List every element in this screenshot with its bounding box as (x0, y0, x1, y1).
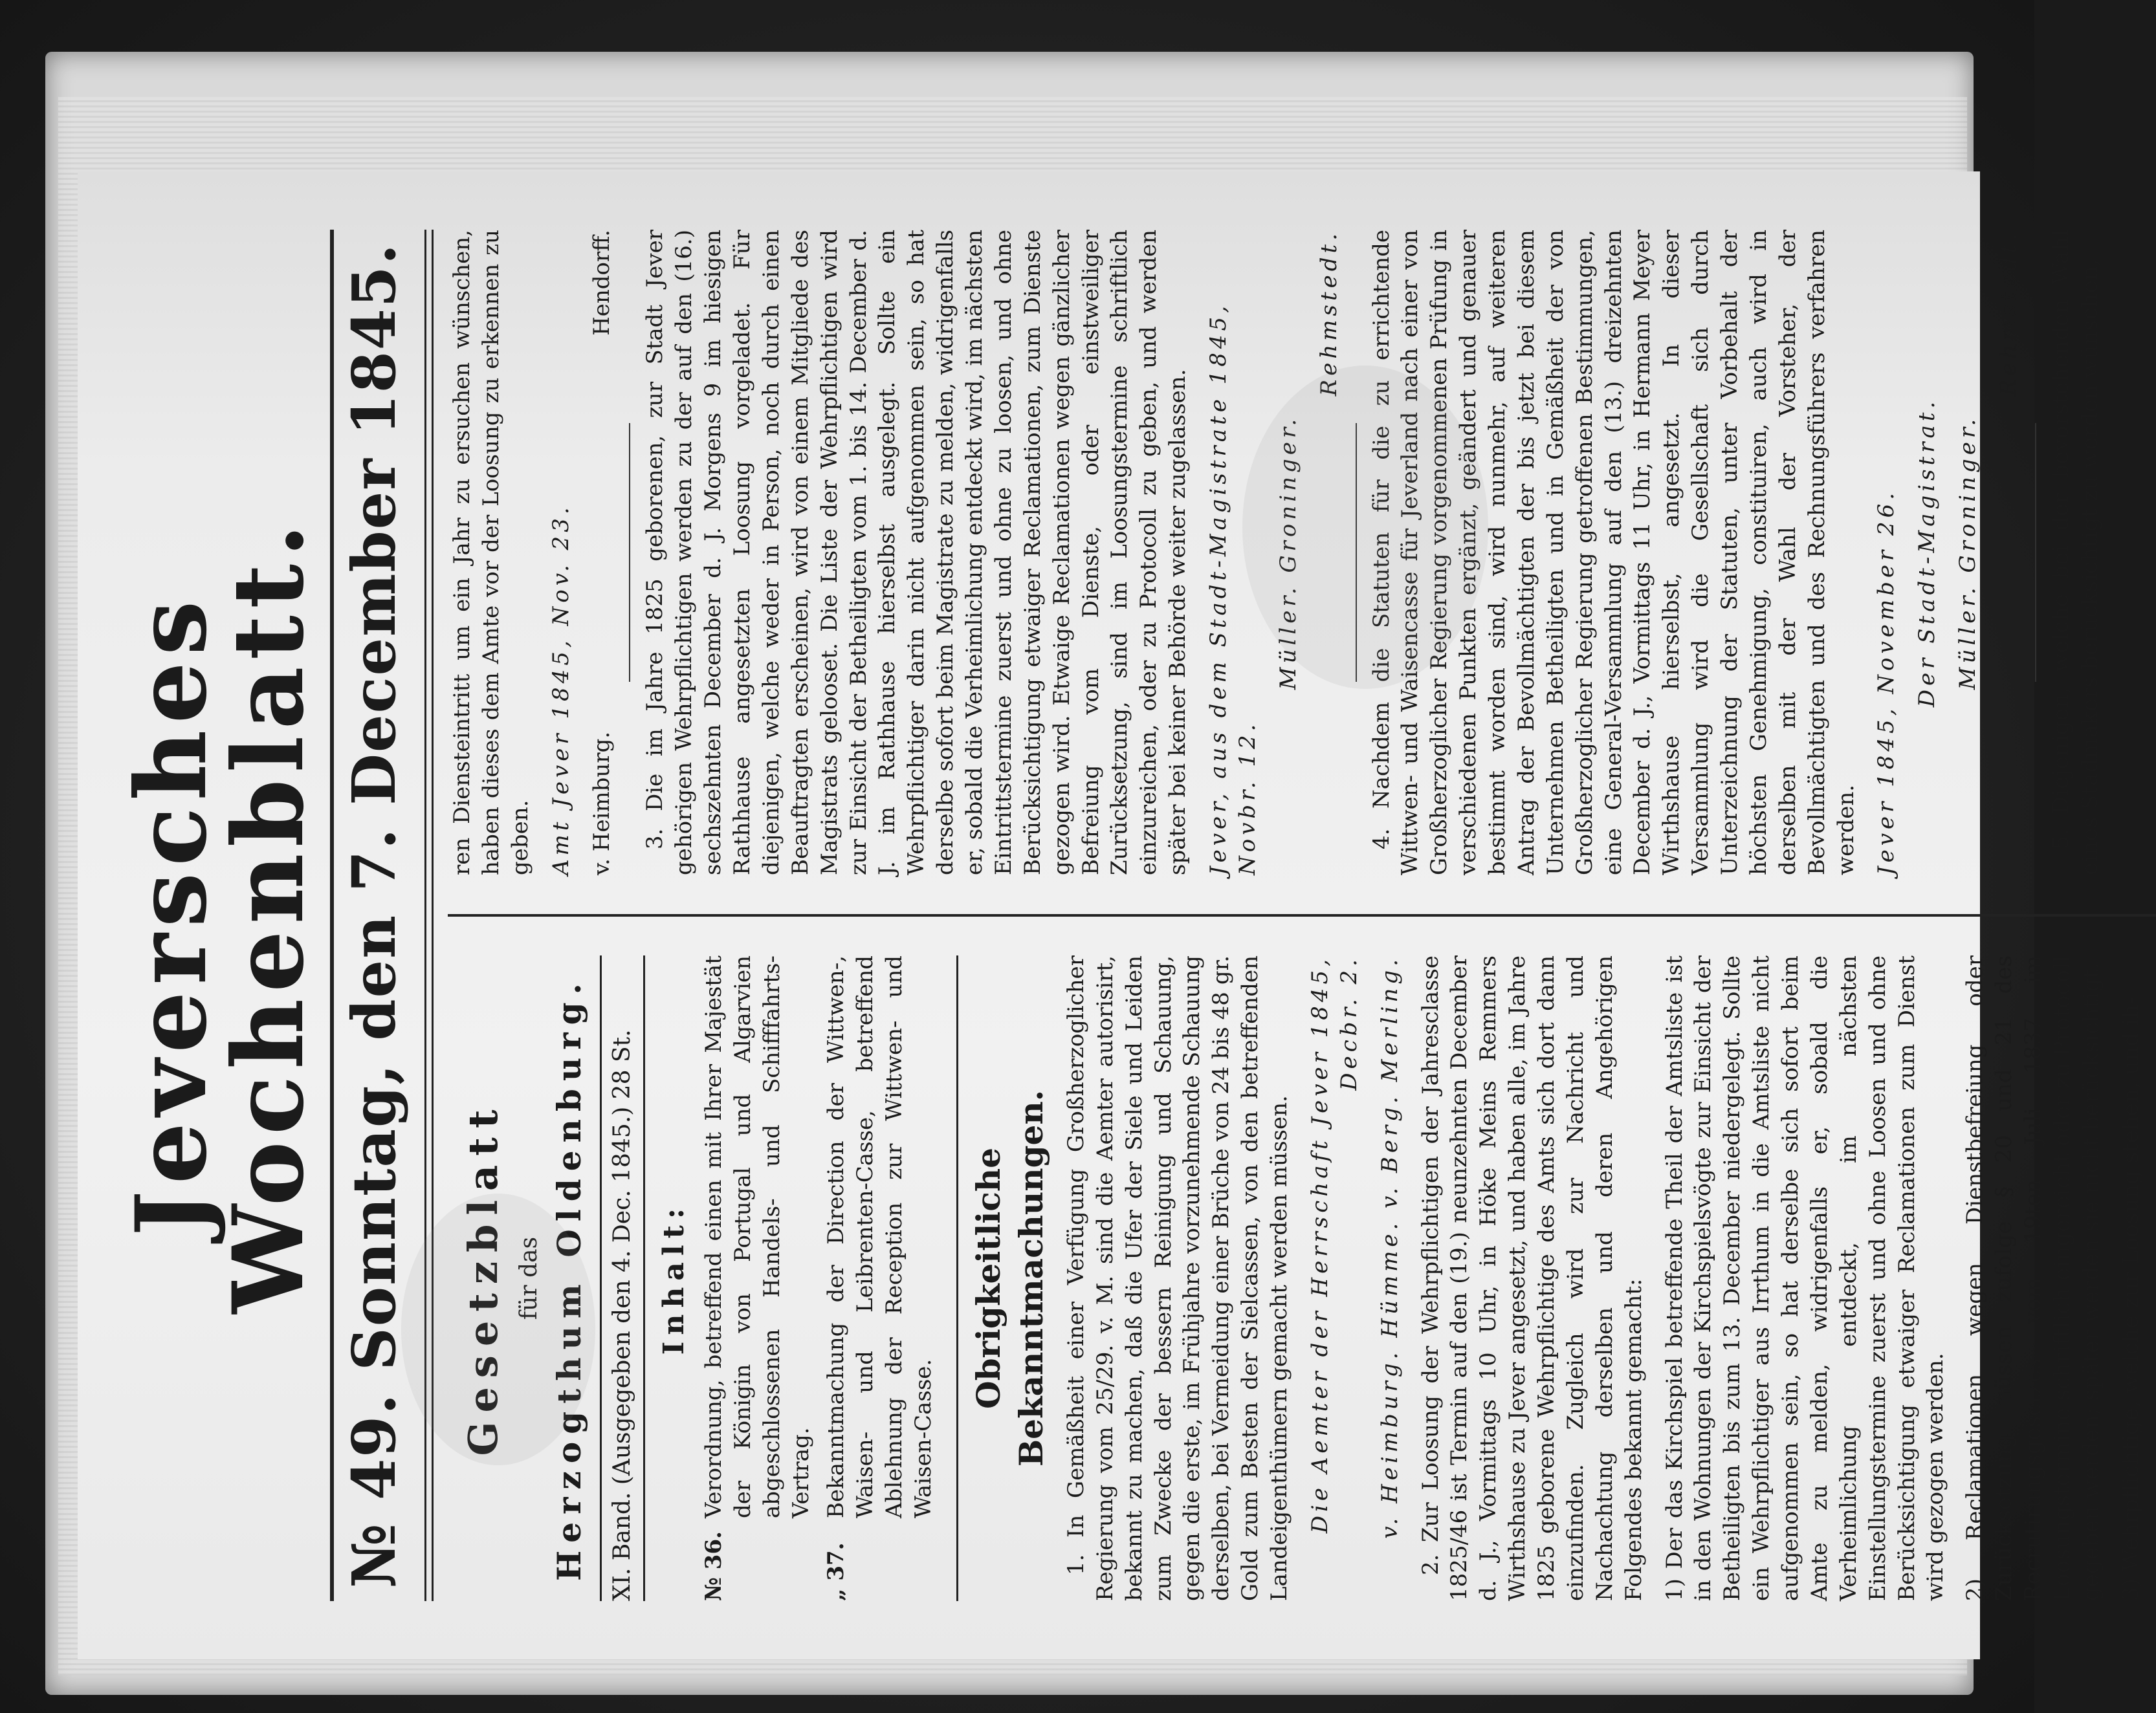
section-title: Obrigkeitliche Bekanntmachungen. (956, 955, 1053, 1601)
notice-4: 4. Nachdem die Statuten für die zu errichtende Wittwen- und Waisencasse für Jeverland nach einer von Großherzoglicher Regierung vorgenommenen Prüfung in verschiedenen Punkten ergänzt, geändert und genauer bestimmt worden sind, wird nunmehr, auf weiteren Antrag der Bevollmächtigten der bis jetzt bei diesem Unternehmen Betheiligten und in Gemäßheit der von Großherzoglicher Regierung getroffenen Bestimmungen, eine General-Versammlung auf den (13.) dreizehnten December d. J., Vormittags 11 Uhr, in Hermann Meyer Wirthshause hierselbst, angesetzt. In dieser Versammlung wird die Gesellschaft sich durch Unterzeichnung der Statuten, unter Vorbehalt der höchsten Genehmigung, constituiren, auch wird in derselben mit der Wahl der Vorsteher, der Bevollmächtigten und des Rechnungsführers verfahren werden. (1368, 230, 1859, 875)
notice-4-signature-authority: Der Stadt-Magistrat. (1914, 397, 1941, 708)
notice-1-signature-place: Die Aemter der Herrschaft Jever 1845, Decbr. 2. (1306, 955, 1362, 1534)
notice-3-signature-secretary: Rehmstedt. (1315, 230, 1342, 397)
notice-4-signature-place: Jever 1845, November 26. (1873, 488, 1900, 875)
masthead-rule (330, 230, 334, 1601)
paper-stain (401, 1194, 595, 1465)
page-frame (71, 162, 2144, 1669)
column-left (448, 955, 2156, 1601)
issue-date: Sonntag, den 7. December 1845. (339, 243, 409, 1371)
gesetzblatt-state: Herzogthum Oldenburg. (550, 976, 589, 1581)
column-divider (448, 914, 2156, 917)
gesetzblatt-for: für das (515, 1236, 542, 1320)
notice-4-signature-names: Müller. Groninger. (1955, 415, 1981, 690)
notice-2-signature-place: Amt Jever 1845, Nov. 23. (547, 503, 574, 875)
notice-2-signatures: v. Heimburg. Hendorff. (588, 230, 615, 875)
notice-2-continued: ren Diensteintritt um ein Jahr zu ersuchen wünschen, haben dieses dem Amte vor der Loosung zu erkennen zu geben. (449, 230, 533, 875)
gesetzblatt-volume: XI. Band. (Ausgegeben den 4. Dec. 1845.) 28 St. (600, 955, 645, 1601)
notice-5: 5. Diejenigen, welche bei der bevorstehenden Wahl eines Stadmakers berücksichtigt zu werden wünschen, (2047, 230, 2103, 875)
issue-line (339, 230, 409, 1601)
notice-2: 2. Zur Loosung der Wehrpflichtigen der Jahresclasse 1825/46 ist Termin auf den (19.) neunzehnten December d. J., Vormittags 10 Uhr, in Höke Meins Remmers Wirthshause zu Jever angesetzt, und haben alle, im Jahre 1825 geborene Wehrpflichtige des Amts sich dort dann einzufinden. Zugleich wird zur Nachricht und Nachachtung derselben und deren Angehörigen Folgendes bekannt gemacht: (1417, 955, 1647, 1601)
notice-2-item-1: 1) Der das Kirchspiel betreffende Theil der Amtsliste ist in den Wohnungen der Kirchspielsvögte zur Einsicht der Betheiligten bis zum 13. December niedergelegt. Sollte ein Wehrpflichtiger aus Irrthum in die Amtsliste nicht aufgenommen sein, so hat derselbe sich sofort beim Amte zu melden, widrigenfalls er, sobald die Verheimlichung entdeckt, im nächsten Einstellungstermine zuerst und ohne Loosen und ohne Berücksichtigung etwaiger Reclamationen zum Dienst wird gezogen werden. (1661, 955, 1949, 1601)
issue-number: № 49. (339, 1392, 409, 1588)
separator (2035, 423, 2036, 681)
masthead: Jeversches Wochenblatt. (115, 517, 325, 1314)
notice-2-item-3: 3) Wehrpflichtige, welche zur Loosung stehen, und ih- (2117, 996, 2144, 1601)
notice-3: 3. Die im Jahre 1825 geborenen, zur Stadt Jever gehörigen Wehrpflichtigen werden zu der auf den (16.) sechszehnten December d. J. Morgens 9 im hiesigen Rathhause angesetzten Loosung vorgeladet. Für diejenigen, welche weder in Person, noch durch einen Beauftragten erscheinen, wird von einem Mitgliede des Magistrats gelooset. Die Liste der Wehrpflichtigen wird zur Einsicht der Betheiligten vom 1. bis 14. December d. J. im Rathhause hierselbst ausgelegt. Sollte ein Wehrpflichtiger darin nicht aufgenommen sein, so hat derselbe sofort beim Magistrate zu melden, widrigenfalls er, sobald die Verheimlichung entdeckt wird, im nächsten Eintrittstermine zuerst und ohne zu loosen, und ohne Berücksichtigung etwaiger Reclamationen, zum Dienste gezogen wird. Etwaige Reclamationen wegen gänzlicher Befreiung vom Dienste, oder einstweiliger Zurücksetzung, sind im Loosungstermine schriftlich einzureichen, oder zu Protocoll zu geben, und werden später bei keiner Behörde weiter zugelassen. (642, 230, 1191, 875)
notice-1-signature-names: v. Heimburg. Hümme. v. Berg. Merling. (1376, 955, 1403, 1539)
paper-stain (1242, 366, 1488, 689)
notice-1: 1. In Gemäßheit einer Verfügung Großherzoglicher Regierung vom 25/29. v. M. sind die Aemter autorisirt, bekannt zu machen, daß die Ufer der Siele und Leiden zum Zwecke der bessern Reinigung und Schauung, gegen die erste, im Frühjahre vorzunehmende Schauung derselben, bei Vermeidung einer Brüche von 24 bis 48 gr. Gold zum Besten der Sielcassen, von den betreffenden Landeigenthümern gemacht werden müssen. (1062, 955, 1293, 1601)
inhalt-title: Inhalt: (657, 1201, 690, 1355)
notice-2-item-2: 2) Reclamationen wegen Dienstbefreiung oder Zurücksetzung müssen zufolge § 20 und 21 des Recrutirungsgesetzes vom 19ten Juli 1837 im Loosungstermine schriftlich eingereicht oder zu Protocoll gegeben werden; später werden sie nicht berücksichtigt. (1962, 955, 2104, 1601)
gesetzblatt-title: Gesetzblatt (459, 1100, 507, 1456)
separator (629, 423, 630, 681)
toc-item: „ 37. Bekanntmachung der Direction der Wittwen-, Waisen- und Leibrenten-Casse, betreffend Ablehnung der Reception zur Wittwen- und Waisen-Casse. (823, 955, 937, 1601)
notice-4-signature-secretary: Rehmstedt. (1996, 230, 2021, 397)
notice-3-signature-names: Müller. Groninger. (1275, 415, 1301, 690)
toc-item: № 36. Verordnung, betreffend einen mit Ihrer Majestät der Königin von Portugal und Algarvien abgeschlossenen Handels- und Schifffahrts-Vertrag. (700, 955, 814, 1601)
notice-3-signature-place: Jever, aus dem Stadt-Magistrate 1845, Novbr. 12. (1205, 302, 1260, 875)
newspaper-page (78, 171, 2144, 1659)
